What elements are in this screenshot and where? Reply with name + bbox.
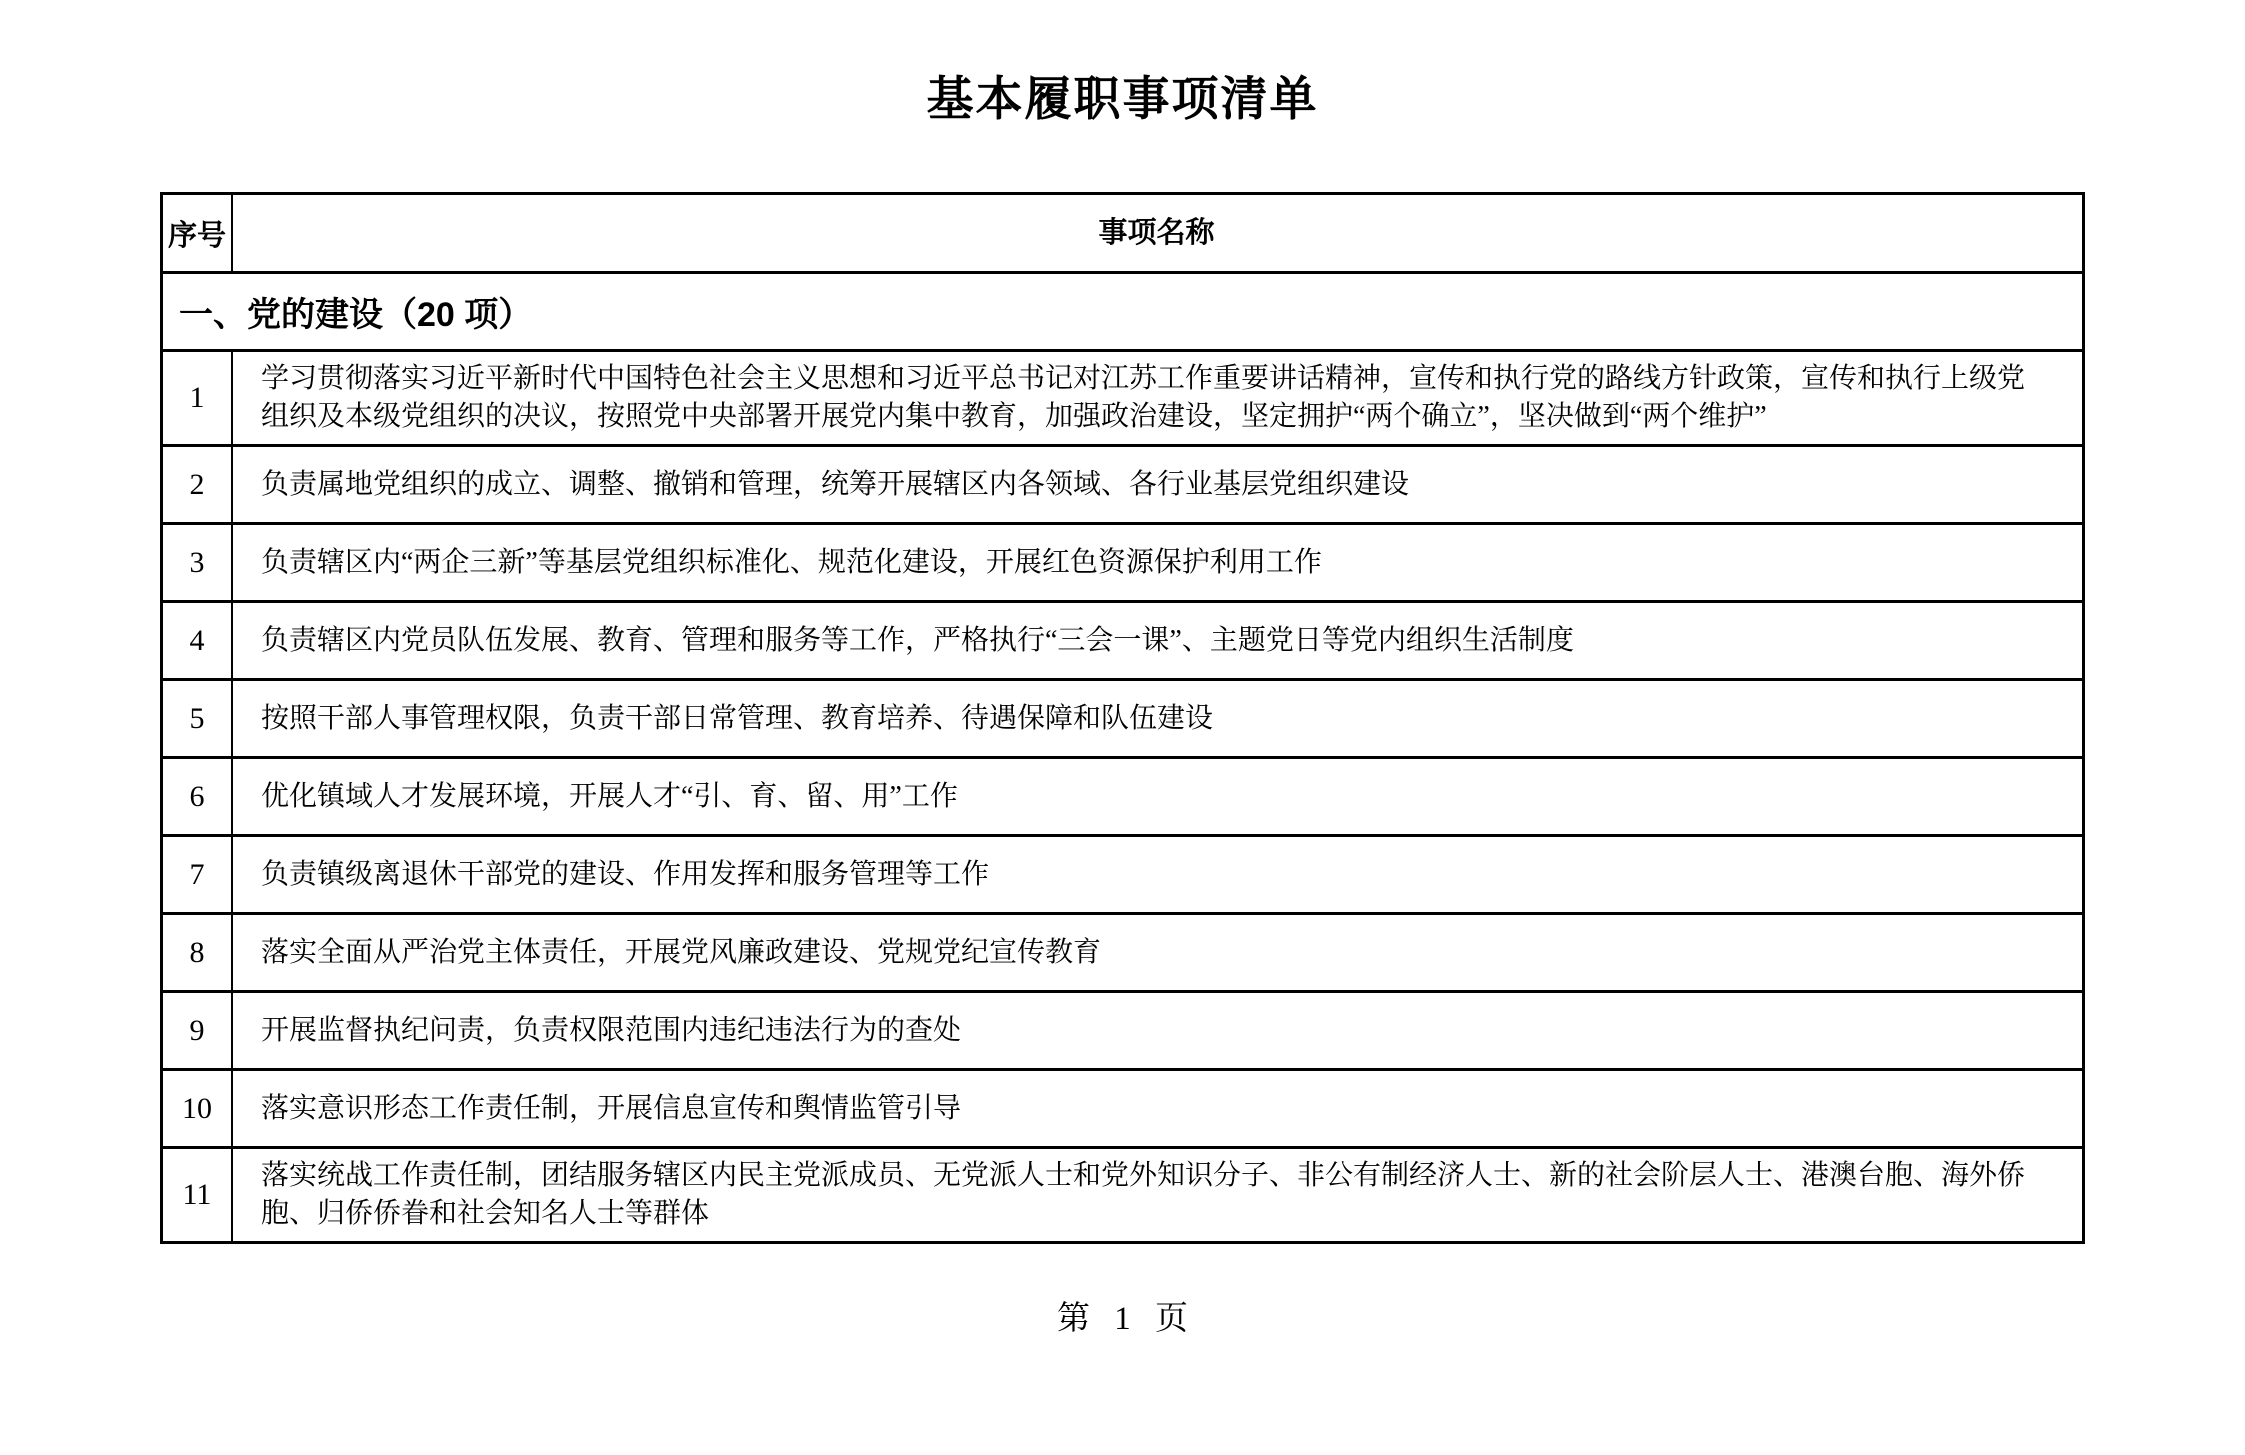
row-item-text: 负责辖区内“两企三新”等基层党组织标准化、规范化建设，开展红色资源保护利用工作: [261, 546, 1322, 578]
table-row: [163, 912, 2082, 990]
table-row: [163, 990, 2082, 1068]
row-item-text: 负责镇级离退休干部党的建设、作用发挥和服务管理等工作: [261, 858, 990, 890]
table-row: [163, 522, 2082, 600]
table-row: [163, 349, 2082, 444]
row-item-text: 开展监督执纪问责，负责权限范围内违纪违法行为的查处: [261, 1014, 962, 1046]
row-number: 8: [163, 915, 233, 990]
row-number: 11: [163, 1149, 233, 1241]
row-number: 9: [163, 993, 233, 1068]
row-number: 1: [163, 352, 233, 444]
row-number: 6: [163, 759, 233, 834]
table-row: [163, 756, 2082, 834]
row-item-text: 负责辖区内党员队伍发展、教育、管理和服务等工作，严格执行“三会一课”、主题党日等党内组织生活制度: [261, 624, 1574, 656]
row-number: 7: [163, 837, 233, 912]
row-number: 3: [163, 525, 233, 600]
row-number: 5: [163, 681, 233, 756]
table-row: [163, 600, 2082, 678]
table-row: [163, 834, 2082, 912]
table-header-row: [163, 195, 2082, 271]
row-item-text: 落实统战工作责任制，团结服务辖区内民主党派成员、无党派人士和党外知识分子、非公有制经济人士、新的社会阶层人士、港澳台胞、海外侨胞、归侨侨眷和社会知名人士等群体: [261, 1160, 2026, 1229]
row-item-text: 负责属地党组织的成立、调整、撤销和管理，统筹开展辖区内各领域、各行业基层党组织建设: [261, 468, 1410, 500]
table-row: [163, 678, 2082, 756]
row-item-text: 优化镇域人才发展环境，开展人才“引、育、留、用”工作: [261, 780, 958, 812]
duty-items-table: [160, 192, 2085, 1244]
row-item-text: 落实意识形态工作责任制，开展信息宣传和舆情监管引导: [261, 1092, 962, 1124]
row-item-text: 落实全面从严治党主体责任，开展党风廉政建设、党规党纪宣传教育: [261, 936, 1102, 968]
row-number: 10: [163, 1071, 233, 1146]
table-row: [163, 444, 2082, 522]
row-item-text: 按照干部人事管理权限，负责干部日常管理、教育培养、待遇保障和队伍建设: [261, 702, 1214, 734]
row-number: 2: [163, 447, 233, 522]
section-header-party-building: 一、党的建设（20 项）: [163, 271, 2082, 349]
table-row: [163, 1068, 2082, 1146]
column-header-number: 序号: [163, 195, 233, 271]
row-number: 4: [163, 603, 233, 678]
row-item-text: 学习贯彻落实习近平新时代中国特色社会主义思想和习近平总书记对江苏工作重要讲话精神，宣传和执行党的路线方针政策，宣传和执行上级党组织及本级党组织的决议，按照党中央部署开展党内集中教育，加强政治建设，坚定拥护“两个确立”，坚决做到“两个维护”: [261, 363, 2026, 432]
column-header-item-name: 事项名称: [1098, 217, 1215, 249]
table-row: [163, 1146, 2082, 1241]
page-number: 第 1 页: [1057, 1301, 1188, 1337]
document-title: 基本履职事项清单: [926, 74, 1319, 126]
